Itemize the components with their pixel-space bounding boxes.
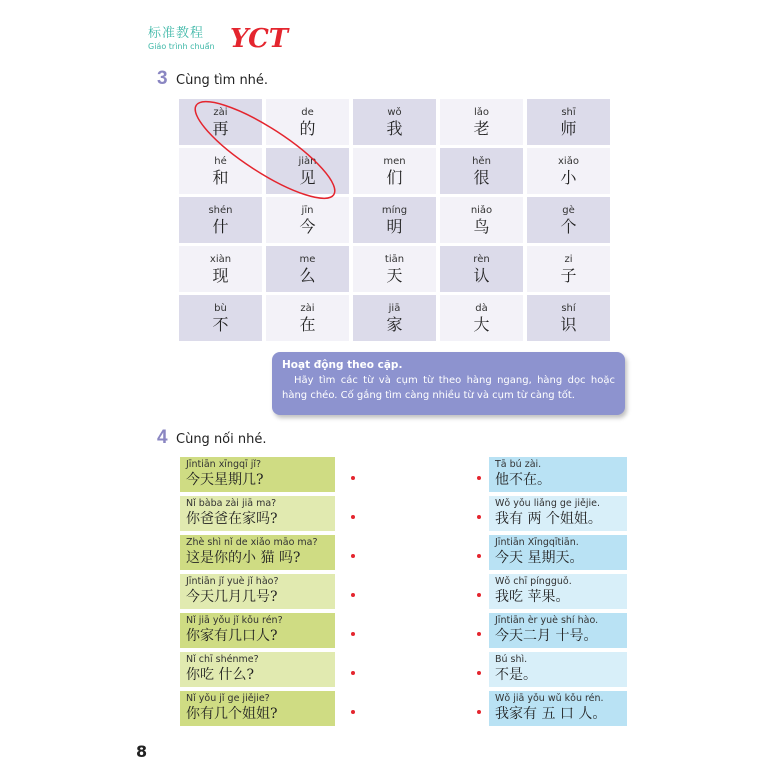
- cell-pinyin: zài: [213, 106, 228, 118]
- grid-cell[interactable]: [440, 197, 523, 243]
- sentence-pinyin: Jīntiān jǐ yuè jǐ hào?: [186, 576, 279, 587]
- grid-cell[interactable]: [353, 148, 436, 194]
- grid-cell[interactable]: [266, 148, 349, 194]
- cell-hanzi: 见: [299, 167, 316, 187]
- grid-cell[interactable]: [266, 246, 349, 292]
- sentence-pinyin: Nǐ jiā yǒu jǐ kǒu rén?: [186, 615, 283, 626]
- cell-hanzi: 大: [473, 314, 490, 334]
- right-match-dot[interactable]: [477, 593, 481, 597]
- page-number: 8: [136, 742, 148, 761]
- cell-pinyin: shī: [561, 106, 576, 118]
- cell-pinyin: hěn: [472, 155, 491, 167]
- cell-pinyin: niǎo: [470, 204, 493, 216]
- sentence-hanzi: 今天 星期天。: [495, 550, 584, 566]
- sentence-hanzi: 我吃 苹果。: [495, 589, 570, 605]
- cell-hanzi: 们: [386, 167, 403, 187]
- sentence-pinyin: Nǐ chī shénme?: [186, 654, 259, 665]
- right-sentence-box: [489, 613, 627, 648]
- right-match-dot[interactable]: [477, 710, 481, 714]
- sentence-pinyin: Tā bú zài.: [495, 459, 542, 470]
- logo: [148, 26, 298, 56]
- right-sentence-box: [489, 652, 627, 687]
- cell-hanzi: 个: [560, 216, 577, 236]
- left-match-dot[interactable]: [351, 515, 355, 519]
- cell-hanzi: 识: [560, 314, 577, 334]
- right-match-dot[interactable]: [477, 671, 481, 675]
- right-match-dot[interactable]: [477, 476, 481, 480]
- cell-hanzi: 的: [299, 118, 316, 138]
- cell-hanzi: 老: [473, 118, 490, 138]
- sentence-hanzi: 今天星期几?: [186, 472, 264, 488]
- cell-hanzi: 什: [212, 216, 229, 236]
- grid-cell[interactable]: [440, 246, 523, 292]
- cell-pinyin: shén: [208, 204, 233, 216]
- logo-vietnamese: Giáo trình chuẩn: [148, 42, 215, 51]
- sentence-hanzi: 今天几月几号?: [186, 589, 278, 605]
- sentence-pinyin: Wǒ jiā yǒu wǔ kǒu rén.: [495, 693, 604, 704]
- callout-title: Hoạt động theo cặp.: [282, 359, 403, 371]
- cell-pinyin: jīn: [301, 204, 314, 216]
- logo-brand: YCT: [230, 24, 289, 54]
- word-search-grid: [179, 99, 610, 341]
- sentence-pinyin: Bú shì.: [495, 654, 528, 665]
- cell-hanzi: 今: [299, 216, 316, 236]
- cell-hanzi: 子: [560, 265, 577, 285]
- grid-cell[interactable]: [353, 99, 436, 145]
- cell-pinyin: bù: [214, 302, 227, 314]
- sentence-hanzi: 你有几个姐姐?: [186, 706, 278, 722]
- left-match-dot[interactable]: [351, 632, 355, 636]
- right-match-dot[interactable]: [477, 632, 481, 636]
- sentence-pinyin: Wǒ yǒu liǎng ge jiějie.: [495, 498, 601, 509]
- sentence-pinyin: Jīntiān èr yuè shí hào.: [495, 615, 599, 626]
- cell-pinyin: de: [301, 106, 314, 118]
- right-sentence-box: [489, 496, 627, 531]
- grid-cell[interactable]: [353, 295, 436, 341]
- cell-hanzi: 认: [473, 265, 490, 285]
- grid-cell[interactable]: [266, 295, 349, 341]
- left-sentence-box: [180, 496, 335, 531]
- cell-hanzi: 在: [299, 314, 316, 334]
- cell-pinyin: xiàn: [209, 253, 232, 265]
- section-3-title: Cùng tìm nhé.: [176, 73, 269, 88]
- cell-hanzi: 再: [212, 118, 229, 138]
- left-match-dot[interactable]: [351, 671, 355, 675]
- cell-pinyin: gè: [562, 204, 575, 216]
- cell-pinyin: jiàn: [298, 155, 317, 167]
- sentence-hanzi: 不是。: [495, 667, 537, 683]
- left-sentence-box: [180, 652, 335, 687]
- left-sentence-box: [180, 613, 335, 648]
- grid-cell[interactable]: [179, 246, 262, 292]
- sentence-hanzi: 我家有 五 口 人。: [495, 706, 607, 722]
- cell-hanzi: 天: [386, 265, 403, 285]
- sentence-hanzi: 他不在。: [495, 472, 551, 488]
- left-sentence-box: [180, 535, 335, 570]
- grid-cell[interactable]: [179, 197, 262, 243]
- grid-cell[interactable]: [527, 99, 610, 145]
- left-match-dot[interactable]: [351, 476, 355, 480]
- sentence-hanzi: 这是你的小 猫 吗?: [186, 550, 301, 566]
- logo-chinese: 标准教程: [148, 26, 205, 41]
- grid-cell[interactable]: [353, 246, 436, 292]
- grid-cell[interactable]: [527, 295, 610, 341]
- cell-pinyin: dà: [475, 302, 488, 314]
- cell-pinyin: me: [299, 253, 316, 265]
- grid-cell[interactable]: [527, 197, 610, 243]
- right-sentence-box: [489, 457, 627, 492]
- cell-pinyin: lǎo: [473, 106, 490, 118]
- grid-cell[interactable]: [527, 148, 610, 194]
- cell-pinyin: zài: [300, 302, 315, 314]
- sentence-hanzi: 今天二月 十号。: [495, 628, 598, 644]
- grid-cell[interactable]: [527, 246, 610, 292]
- grid-cell[interactable]: [440, 148, 523, 194]
- section-4-title: Cùng nối nhé.: [176, 432, 267, 447]
- grid-cell[interactable]: [179, 295, 262, 341]
- sentence-hanzi: 你吃 什么?: [186, 667, 254, 683]
- left-match-dot[interactable]: [351, 710, 355, 714]
- pair-activity-callout: [272, 352, 625, 415]
- sentence-pinyin: Nǐ bàba zài jiā ma?: [186, 498, 277, 509]
- cell-hanzi: 小: [560, 167, 577, 187]
- sentence-pinyin: Jīntiān xīngqī jǐ?: [186, 459, 262, 470]
- grid-cell[interactable]: [179, 148, 262, 194]
- right-sentence-box: [489, 535, 627, 570]
- callout-body: Hãy tìm các từ và cụm từ theo hàng ngang, hàng dọc hoặc hàng chéo. Cố gắng tìm càng nhiều từ và cụm từ càng tốt.: [282, 375, 615, 401]
- cell-pinyin: men: [383, 155, 406, 167]
- sentence-hanzi: 我有 两 个姐姐。: [495, 511, 602, 527]
- sentence-pinyin: Nǐ yǒu jǐ ge jiějie?: [186, 693, 270, 704]
- sentence-hanzi: 你家有几口人?: [186, 628, 278, 644]
- sentence-pinyin: Wǒ chī píngguǒ.: [495, 576, 572, 587]
- cell-pinyin: wǒ: [387, 106, 402, 118]
- cell-pinyin: zi: [564, 253, 573, 265]
- grid-cell[interactable]: [179, 99, 262, 145]
- cell-hanzi: 么: [299, 265, 316, 285]
- right-match-dot[interactable]: [477, 554, 481, 558]
- cell-pinyin: xiǎo: [558, 155, 579, 167]
- grid-cell[interactable]: [266, 197, 349, 243]
- cell-hanzi: 现: [212, 265, 229, 285]
- cell-pinyin: míng: [381, 204, 408, 216]
- left-sentence-box: [180, 691, 335, 726]
- right-match-dot[interactable]: [477, 515, 481, 519]
- cell-pinyin: jiā: [388, 302, 401, 314]
- cell-hanzi: 明: [386, 216, 403, 236]
- cell-hanzi: 家: [386, 314, 403, 334]
- right-sentence-box: [489, 691, 627, 726]
- sentence-hanzi: 你爸爸在家吗?: [186, 511, 278, 527]
- sentence-pinyin: Zhè shì nǐ de xiǎo māo ma?: [186, 537, 318, 548]
- grid-cell[interactable]: [266, 99, 349, 145]
- sentence-pinyin: Jīntiān Xīngqītiān.: [495, 537, 579, 548]
- left-match-dot[interactable]: [351, 593, 355, 597]
- left-match-dot[interactable]: [351, 554, 355, 558]
- grid-cell[interactable]: [353, 197, 436, 243]
- cell-hanzi: 师: [560, 118, 577, 138]
- left-sentence-box: [180, 574, 335, 609]
- cell-pinyin: tiān: [384, 253, 405, 265]
- cell-hanzi: 很: [473, 167, 490, 187]
- grid-cell[interactable]: [440, 295, 523, 341]
- cell-hanzi: 鸟: [473, 216, 490, 236]
- cell-hanzi: 不: [212, 314, 229, 334]
- section-4-number: 4: [157, 427, 168, 448]
- cell-pinyin: rèn: [473, 253, 490, 265]
- cell-pinyin: hé: [214, 155, 227, 167]
- cell-pinyin: shí: [561, 302, 576, 314]
- cell-hanzi: 我: [386, 118, 403, 138]
- section-3-number: 3: [157, 68, 168, 89]
- left-sentence-box: [180, 457, 335, 492]
- right-sentence-box: [489, 574, 627, 609]
- cell-hanzi: 和: [212, 167, 229, 187]
- grid-cell[interactable]: [440, 99, 523, 145]
